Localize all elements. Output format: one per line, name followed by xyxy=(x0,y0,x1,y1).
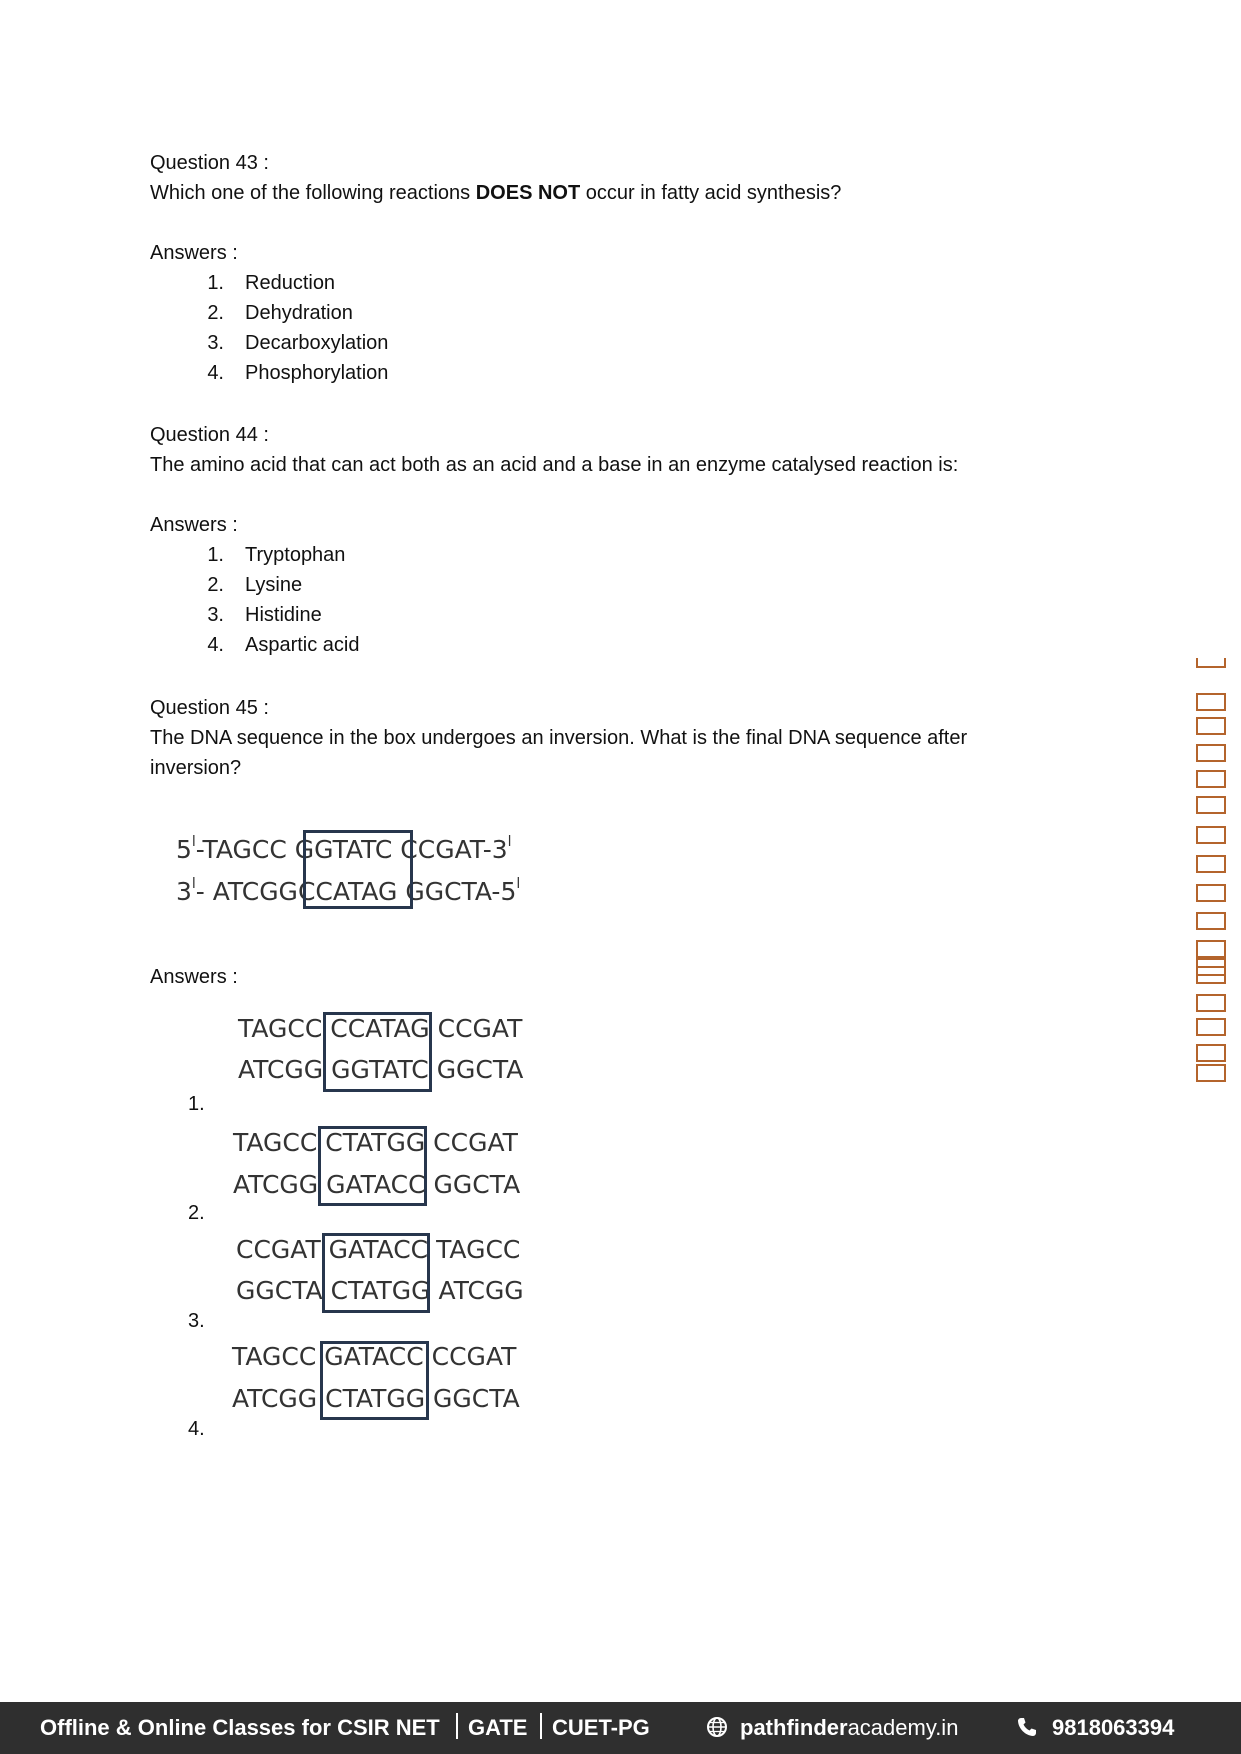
emphasis-text: DOES NOT xyxy=(475,182,581,204)
footer-classes: Offline & Online Classes for CSIR NET xyxy=(40,1715,440,1740)
dna-top-strand: 5$^l$-TAGCC GGTATC CCGAT-3$^l$ xyxy=(176,834,512,864)
inversion-box xyxy=(322,1233,430,1313)
answer-option[interactable]: 1. Tryptophan xyxy=(207,544,346,566)
answers-label: Answers : xyxy=(150,966,238,988)
answers-label: Answers : xyxy=(150,514,238,536)
option-number: 2. xyxy=(188,1202,205,1224)
phone-icon xyxy=(1016,1716,1038,1744)
inversion-box xyxy=(303,830,413,909)
answer-option[interactable]: 3. Histidine xyxy=(207,604,322,626)
option-number: 3. xyxy=(188,1310,205,1332)
answer-list xyxy=(150,540,958,660)
footer-website[interactable]: pathfinderacademy.in xyxy=(740,1715,959,1740)
question-45 xyxy=(150,693,967,783)
question-43-text: Which one of the following reactions DOES NOT occur in fatty acid synthesis? xyxy=(150,182,842,204)
answer-option[interactable]: 2. Lysine xyxy=(207,574,303,596)
answers-label: Answers : xyxy=(150,242,238,264)
option-number: 1. xyxy=(188,1093,205,1115)
answer-option[interactable]: 3. Decarboxylation xyxy=(207,332,389,354)
answers-section-45 xyxy=(150,962,238,992)
answer-option[interactable]: 2. Dehydration xyxy=(207,302,353,324)
inversion-box xyxy=(318,1126,427,1206)
inversion-box xyxy=(323,1012,432,1092)
question-45-heading: Question 45 : xyxy=(150,697,269,719)
dna-bottom-strand: 3$^l$- ATCGGCCATAG GGCTA-5$^l$ xyxy=(176,876,521,906)
footer-gate: GATE xyxy=(468,1715,528,1740)
question-45-text-cont: inversion? xyxy=(150,757,242,779)
question-45-text: The DNA sequence in the box undergoes an inversion. What is the final DNA sequence after xyxy=(150,727,968,749)
answer-option[interactable]: 1. Reduction xyxy=(207,272,336,294)
answer-option[interactable]: 4. Phosphorylation xyxy=(207,362,389,384)
globe-icon xyxy=(706,1716,728,1744)
question-44-text: The amino acid that can act both as an acid and a base in an enzyme catalysed reaction is: xyxy=(150,454,959,476)
question-43 xyxy=(150,148,841,388)
footer-cuet: CUET-PG xyxy=(552,1715,650,1740)
option-number: 4. xyxy=(188,1418,205,1440)
inversion-box xyxy=(320,1341,429,1420)
question-44 xyxy=(150,420,958,660)
question-44-heading: Question 44 : xyxy=(150,424,269,446)
footer-banner xyxy=(0,1702,1241,1754)
footer-phone[interactable]: 9818063394 xyxy=(1052,1715,1175,1740)
answer-list xyxy=(150,268,841,388)
answer-option[interactable]: 4. Aspartic acid xyxy=(207,634,360,656)
question-43-heading: Question 43 : xyxy=(150,152,269,174)
